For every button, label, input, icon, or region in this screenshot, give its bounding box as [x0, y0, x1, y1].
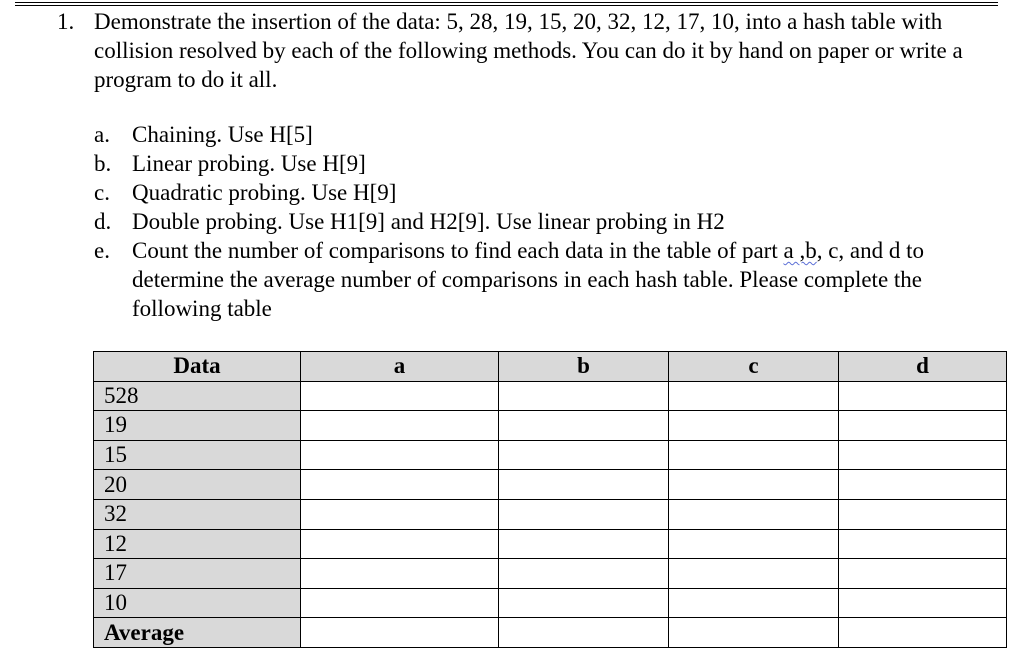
answer-cell-d[interactable] [839, 588, 1007, 618]
table-row [94, 559, 1007, 589]
average-cell-b[interactable] [499, 618, 669, 648]
answer-cell-d[interactable] [839, 470, 1007, 500]
answer-cell-a[interactable] [301, 529, 499, 559]
answer-cell-a[interactable] [301, 559, 499, 589]
answer-cell-a[interactable] [301, 381, 499, 411]
answer-cell-c[interactable] [669, 499, 839, 529]
average-label: Average [94, 618, 301, 648]
answer-cell-c[interactable] [669, 559, 839, 589]
answer-cell-d[interactable] [839, 440, 1007, 470]
subpart-list [0, 120, 1024, 323]
answer-cell-d[interactable] [839, 529, 1007, 559]
answer-cell-a[interactable] [301, 440, 499, 470]
subpart-text-after: , c, and d to determine the average number of comparisons in each hash table. Please complete the following table [132, 238, 925, 321]
answer-cell-c[interactable] [669, 588, 839, 618]
data-cell: 10 [94, 588, 301, 618]
answer-cell-d[interactable] [839, 559, 1007, 589]
answer-cell-b[interactable] [499, 499, 669, 529]
data-cell: 32 [94, 499, 301, 529]
data-cell: 12 [94, 529, 301, 559]
answer-cell-a[interactable] [301, 499, 499, 529]
table-row-average [94, 618, 1007, 648]
subpart-text-before: Count the number of comparisons to find each data in the table of part [132, 238, 784, 263]
header-c: c [669, 352, 839, 382]
subpart-text: Double probing. Use H1[9] and H2[9]. Use linear probing in H2 [132, 209, 725, 234]
header-a: a [301, 352, 499, 382]
subpart-d [0, 207, 1024, 236]
table-row [94, 381, 1007, 411]
data-cell: 17 [94, 559, 301, 589]
subpart-letter: b. [94, 151, 112, 176]
subpart-c [0, 178, 1024, 207]
answer-cell-b[interactable] [499, 440, 669, 470]
comparison-table [93, 351, 1007, 648]
average-cell-d[interactable] [839, 618, 1007, 648]
data-cell: 20 [94, 470, 301, 500]
answer-cell-c[interactable] [669, 440, 839, 470]
subpart-a [0, 120, 1024, 149]
subpart-text: Chaining. Use H[5] [132, 122, 313, 147]
average-cell-a[interactable] [301, 618, 499, 648]
subpart-letter: e. [94, 238, 110, 263]
data-cell: 528 [94, 381, 301, 411]
spellcheck-squiggle: a ,b [783, 238, 817, 263]
answer-cell-a[interactable] [301, 411, 499, 441]
answer-cell-c[interactable] [669, 381, 839, 411]
answer-cell-b[interactable] [499, 588, 669, 618]
answer-cell-b[interactable] [499, 559, 669, 589]
data-cell: 19 [94, 411, 301, 441]
subpart-text [132, 236, 1002, 323]
top-rule-double [15, 5, 998, 6]
subpart-letter: d. [94, 209, 112, 234]
subpart-letter: a. [94, 122, 110, 147]
question-number: 1. [57, 9, 75, 34]
table-row [94, 588, 1007, 618]
average-cell-c[interactable] [669, 618, 839, 648]
answer-cell-a[interactable] [301, 470, 499, 500]
answer-cell-d[interactable] [839, 499, 1007, 529]
answer-cell-b[interactable] [499, 529, 669, 559]
subpart-text: Linear probing. Use H[9] [132, 151, 366, 176]
subpart-b [0, 149, 1024, 178]
table-row [94, 529, 1007, 559]
answer-cell-b[interactable] [499, 470, 669, 500]
answer-cell-c[interactable] [669, 411, 839, 441]
answer-cell-d[interactable] [839, 411, 1007, 441]
answer-cell-c[interactable] [669, 529, 839, 559]
subpart-e [0, 236, 1024, 323]
subpart-letter: c. [94, 180, 110, 205]
answer-cell-a[interactable] [301, 588, 499, 618]
answer-cell-b[interactable] [499, 381, 669, 411]
table-row [94, 411, 1007, 441]
header-d: d [839, 352, 1007, 382]
table-row [94, 499, 1007, 529]
answer-cell-b[interactable] [499, 411, 669, 441]
table-row [94, 470, 1007, 500]
answer-cell-d[interactable] [839, 381, 1007, 411]
header-data: Data [94, 352, 301, 382]
question-text: Demonstrate the insertion of the data: 5, 28, 19, 15, 20, 32, 12, 17, 10, into a hash table with collision resolved by each of the following methods. You can do it by hand on paper or write a program to do it all. [94, 9, 963, 92]
subpart-text: Quadratic probing. Use H[9] [132, 180, 397, 205]
table-header-row [94, 352, 1007, 382]
top-rule [15, 2, 998, 3]
header-b: b [499, 352, 669, 382]
data-cell: 15 [94, 440, 301, 470]
table-row [94, 440, 1007, 470]
answer-cell-c[interactable] [669, 470, 839, 500]
